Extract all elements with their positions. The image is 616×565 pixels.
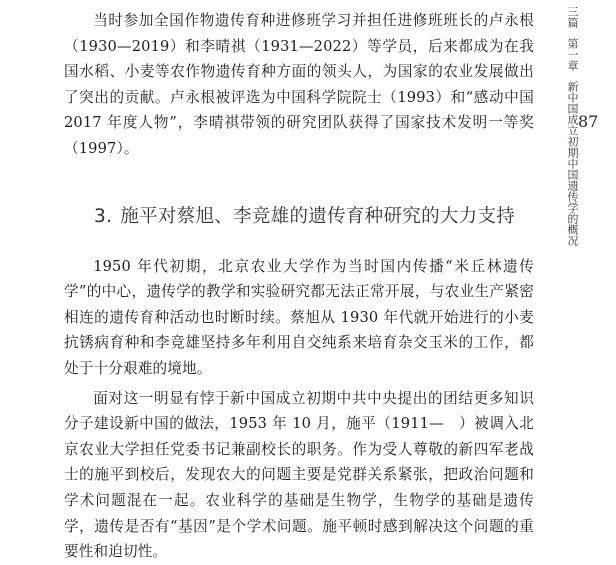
running-header-chapter: 第一章 <box>566 38 579 71</box>
running-header-chapter-title: 新中国成立初期中国遗传学的概况 <box>566 81 579 246</box>
paragraph-body-1: 1950 年代初期，北京农业大学作为当时国内传播“米丘林遗传学”的中心，遗传学的教学和实验研究都无法正常开展，与农业生产紧密相连的遗传育种活动也时断时续。蔡旭从 1930 年代就开始进行的小麦抗锈病育种和李竞雄坚持多年利用自交纯系来培育杂交玉米的工作，都处于十分艰难的境地。 <box>64 257 534 377</box>
paragraph-body-2: 面对这一明显有悖于新中国成立初期中共中央提出的团结更多知识分子建设新中国的做法，1953 年 10 月，施平（1911— ）被调入北京农业大学担任党委书记兼副校长的职务。作为受人尊敬的新四军老战士的施平到校后，发现农大的问题主要是党群关系紧张，把政治问题和学术问题混在一起。农业科学的基础是生物学，生物学的基础是遗传学，遗传是否有“基因”是个学术问题。施平顿时感到解决这个问题的重要性和迫切性。 <box>64 389 534 561</box>
body-text <box>64 8 534 565</box>
page-number: 87 <box>578 112 599 131</box>
section-heading-title: 施平对蔡旭、李竞雄的遗传育种研究的大力支持 <box>120 205 516 227</box>
section-heading <box>64 204 534 230</box>
section-heading-number: 3. <box>94 205 113 227</box>
running-header <box>561 6 579 246</box>
running-header-part: 三篇 <box>566 6 579 28</box>
paragraph-top-1: 当时参加全国作物遗传育种进修班学习并担任进修班班长的卢永根（1930—2019）和李晴祺（1931—2022）等学员，后来都成为在我国水稻、小麦等农作物遗传育种方面的领头人，为国家的农业发展做出了突出的贡献。卢永根被评选为中国科学院院士（1993）和“感动中国 2017 年度人物”，李晴祺带领的研究团队获得了国家技术发明一等奖（1997）。 <box>64 12 534 157</box>
